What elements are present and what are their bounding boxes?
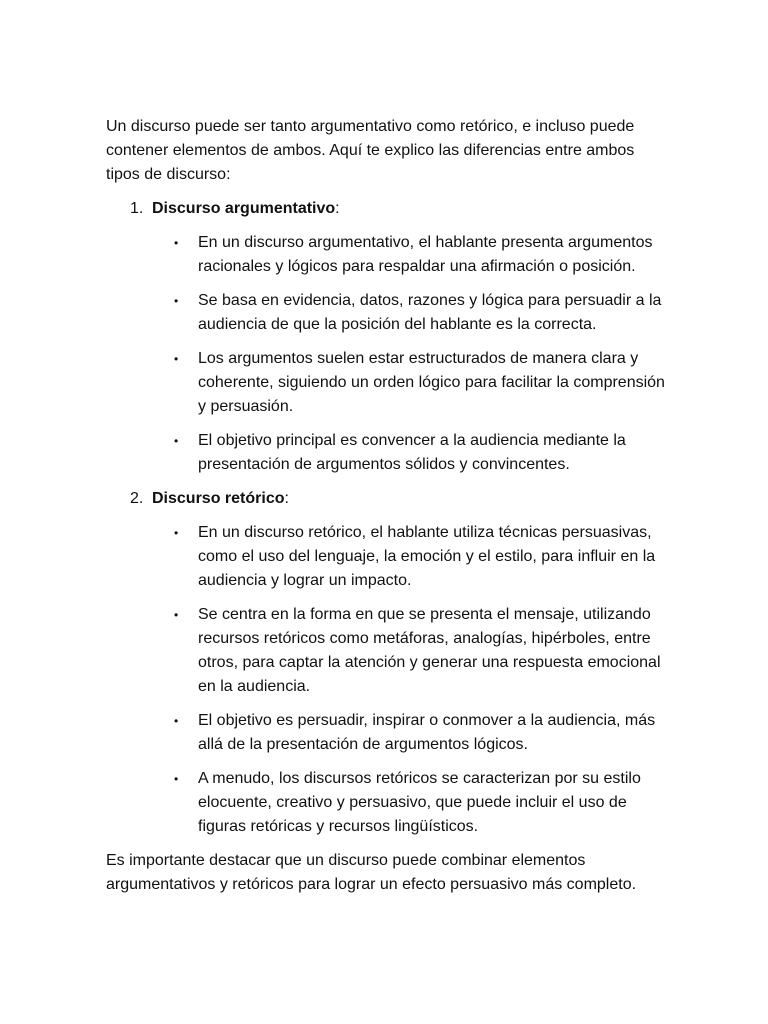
bullet-text: En un discurso argumentativo, el hablante presenta argumentos racionales y lógicos para respaldar una afirmación o posición. bbox=[198, 234, 653, 275]
bullet-item bbox=[152, 709, 666, 757]
section-heading bbox=[152, 197, 666, 221]
bullet-text: Se centra en la forma en que se presenta el mensaje, utilizando recursos retóricos como metáforas, analogías, hipérboles, entre otros, para captar la atención y generar una respuesta emocional en la audiencia. bbox=[198, 606, 661, 695]
section-title: Discurso argumentativo bbox=[152, 200, 336, 217]
bullet-item bbox=[152, 289, 666, 337]
bullet-dot-icon: • bbox=[174, 714, 179, 728]
bullet-dot-icon: • bbox=[174, 434, 179, 448]
bullet-list bbox=[152, 521, 666, 839]
bullet-item bbox=[152, 603, 666, 699]
bullet-dot-icon: • bbox=[174, 294, 179, 308]
bullet-text: En un discurso retórico, el hablante utiliza técnicas persuasivas, como el uso del lenguaje, la emoción y el estilo, para influir en la audiencia y lograr un impacto. bbox=[198, 524, 656, 589]
bullet-dot-icon: • bbox=[174, 236, 179, 250]
bullet-list bbox=[152, 231, 666, 477]
bullet-text: El objetivo principal es convencer a la audiencia mediante la presentación de argumentos sólidos y convincentes. bbox=[198, 432, 626, 473]
bullet-item bbox=[152, 521, 666, 593]
bullet-text: Los argumentos suelen estar estructurados de manera clara y coherente, siguiendo un orden lógico para facilitar la comprensión y persuasión. bbox=[198, 350, 665, 415]
section-retorico bbox=[106, 487, 666, 839]
bullet-dot-icon: • bbox=[174, 772, 179, 786]
closing-paragraph: Es importante destacar que un discurso puede combinar elementos argumentativos y retóricos para lograr un efecto persuasivo más completo. bbox=[106, 852, 637, 893]
bullet-dot-icon: • bbox=[174, 608, 179, 622]
bullet-item bbox=[152, 429, 666, 477]
section-number: 2. bbox=[130, 490, 144, 507]
section-number: 1. bbox=[130, 200, 144, 217]
bullet-text: A menudo, los discursos retóricos se caracterizan por su estilo elocuente, creativo y persuasivo, que puede incluir el uso de figuras retóricas y recursos lingüísticos. bbox=[198, 770, 641, 835]
bullet-dot-icon: • bbox=[174, 526, 179, 540]
bullet-text: Se basa en evidencia, datos, razones y lógica para persuadir a la audiencia de que la posición del hablante es la correcta. bbox=[198, 292, 662, 333]
section-heading bbox=[152, 487, 666, 511]
bullet-item bbox=[152, 347, 666, 419]
intro-paragraph: Un discurso puede ser tanto argumentativo como retórico, e incluso puede contener elementos de ambos. Aquí te explico las diferencias entre ambos tipos de discurso: bbox=[106, 118, 635, 183]
section-argumentativo bbox=[106, 197, 666, 477]
bullet-text: El objetivo es persuadir, inspirar o conmover a la audiencia, más allá de la presentación de argumentos lógicos. bbox=[198, 712, 656, 753]
document-page bbox=[106, 115, 666, 897]
section-list bbox=[106, 197, 666, 839]
bullet-item bbox=[152, 767, 666, 839]
section-title: Discurso retórico bbox=[152, 490, 285, 507]
bullet-dot-icon: • bbox=[174, 352, 179, 366]
section-title-colon: : bbox=[284, 490, 289, 507]
section-title-colon: : bbox=[335, 200, 340, 217]
bullet-item bbox=[152, 231, 666, 279]
